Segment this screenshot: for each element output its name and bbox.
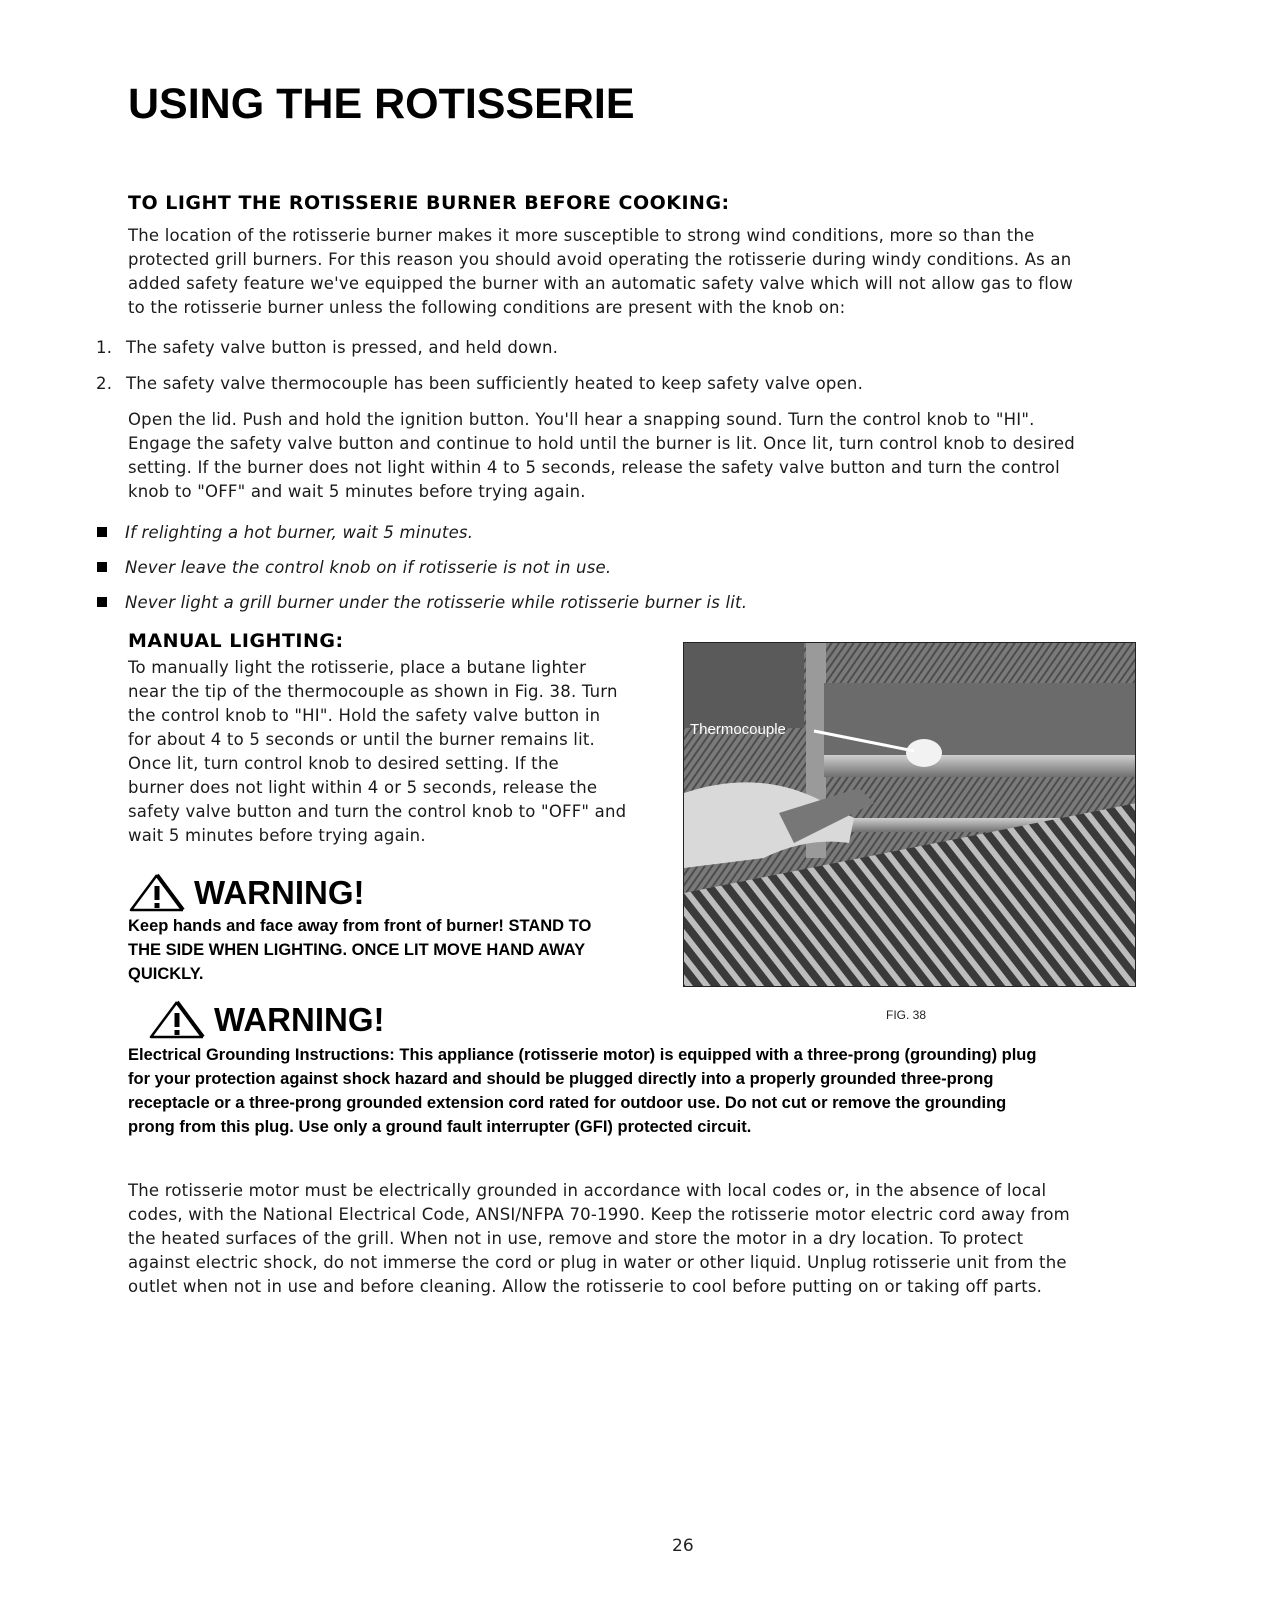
item-text: The safety valve button is pressed, and held down. <box>126 338 559 357</box>
text-line: the heated surfaces of the grill. When not in use, remove and store the motor in a dry location. To protect <box>128 1229 1024 1248</box>
item-text: The safety valve thermocouple has been sufficiently heated to keep safety valve open. <box>126 374 864 393</box>
warning-title: WARNING! <box>214 1001 385 1038</box>
bullet-square-icon <box>97 597 107 607</box>
bullet-square-icon <box>97 527 107 537</box>
numbered-item <box>96 372 863 396</box>
text-line: against electric shock, do not immerse the cord or plug in water or other liquid. Unplug rotisserie unit from the <box>128 1253 1067 1272</box>
text-line: safety valve button and turn the control knob to "OFF" and <box>128 802 627 821</box>
item-number: 2. <box>96 374 113 393</box>
text-line: QUICKLY. <box>128 965 204 983</box>
text-line: for your protection against shock hazard and should be plugged directly into a properly grounded three-prong <box>128 1070 994 1088</box>
text-line: Once lit, turn control knob to desired setting. If the <box>128 754 559 773</box>
text-line: outlet when not in use and before cleaning. Allow the rotisserie to cool before putting on or taking off parts. <box>128 1277 1043 1296</box>
text-line: prong from this plug. Use only a ground fault interrupter (GFI) protected circuit. <box>128 1118 752 1136</box>
thermocouple-label: Thermocouple <box>690 721 786 738</box>
grill-thermocouple-image <box>684 643 1136 987</box>
section-heading-light-before-cooking: TO LIGHT THE ROTISSERIE BURNER BEFORE COOKING: <box>128 192 730 214</box>
text-line: added safety feature we've equipped the burner with an automatic safety valve which will not allow gas to flow <box>128 274 1074 293</box>
text-line: to the rotisserie burner unless the following conditions are present with the knob on: <box>128 298 846 317</box>
item-number: 1. <box>96 338 113 357</box>
warning-heading <box>148 999 384 1039</box>
text-line: The location of the rotisserie burner makes it more susceptible to strong wind conditions, more so than the <box>128 226 1035 245</box>
text-line: The rotisserie motor must be electrically grounded in accordance with local codes or, in the absence of local <box>128 1181 1047 1200</box>
warning-triangle-icon <box>128 872 186 912</box>
warning-heading <box>128 872 364 912</box>
bullet-item <box>97 591 747 615</box>
warning-triangle-icon <box>148 999 206 1039</box>
closing-paragraph <box>128 1179 1070 1299</box>
text-line: Engage the safety valve button and continue to hold until the burner is lit. Once lit, turn control knob to desired <box>128 434 1075 453</box>
text-line: setting. If the burner does not light within 4 to 5 seconds, release the safety valve button and turn the control <box>128 458 1060 477</box>
steps-paragraph <box>128 408 1075 504</box>
text-line: THE SIDE WHEN LIGHTING. ONCE LIT MOVE HAND AWAY <box>128 941 586 959</box>
text-line: near the tip of the thermocouple as shown in Fig. 38. Turn <box>128 682 618 701</box>
numbered-item <box>96 336 558 360</box>
text-line: the control knob to "HI". Hold the safety valve button in <box>128 706 601 725</box>
bullet-item <box>97 521 473 545</box>
section-heading-manual-lighting: MANUAL LIGHTING: <box>128 630 344 652</box>
manual-lighting-paragraph <box>128 656 626 848</box>
text-line: burner does not light within 4 or 5 seconds, release the <box>128 778 598 797</box>
text-line: for about 4 to 5 seconds or until the burner remains lit. <box>128 730 595 749</box>
bullet-item <box>97 556 611 580</box>
bullet-text: Never leave the control knob on if rotisserie is not in use. <box>125 558 612 577</box>
bullet-text: If relighting a hot burner, wait 5 minutes. <box>125 523 474 542</box>
text-line: Electrical Grounding Instructions: This appliance (rotisserie motor) is equipped with a three-prong (grounding) plug <box>128 1046 1037 1064</box>
intro-paragraph <box>128 224 1073 320</box>
text-line: To manually light the rotisserie, place a butane lighter <box>128 658 587 677</box>
text-line: codes, with the National Electrical Code, ANSI/NFPA 70-1990. Keep the rotisserie motor electric cord away from <box>128 1205 1070 1224</box>
text-line: receptacle or a three-prong grounded extension cord rated for outdoor use. Do not cut or remove the grounding <box>128 1094 1007 1112</box>
bullet-text: Never light a grill burner under the rotisserie while rotisserie burner is lit. <box>125 593 748 612</box>
warning-text <box>128 914 591 986</box>
figure-caption: FIG. 38 <box>886 1008 927 1022</box>
bullet-square-icon <box>97 562 107 572</box>
text-line: Open the lid. Push and hold the ignition button. You'll hear a snapping sound. Turn the control knob to "HI". <box>128 410 1035 429</box>
page-number: 26 <box>672 1536 694 1556</box>
warning-title: WARNING! <box>194 874 365 911</box>
text-line: knob to "OFF" and wait 5 minutes before trying again. <box>128 482 586 501</box>
text-line: Keep hands and face away from front of burner! STAND TO <box>128 917 592 935</box>
text-line: protected grill burners. For this reason you should avoid operating the rotisserie during windy conditions. As an <box>128 250 1072 269</box>
page-title: USING THE ROTISSERIE <box>128 80 635 128</box>
figure-photo <box>683 642 1136 987</box>
text-line: wait 5 minutes before trying again. <box>128 826 426 845</box>
grounding-warning-text <box>128 1043 1036 1139</box>
